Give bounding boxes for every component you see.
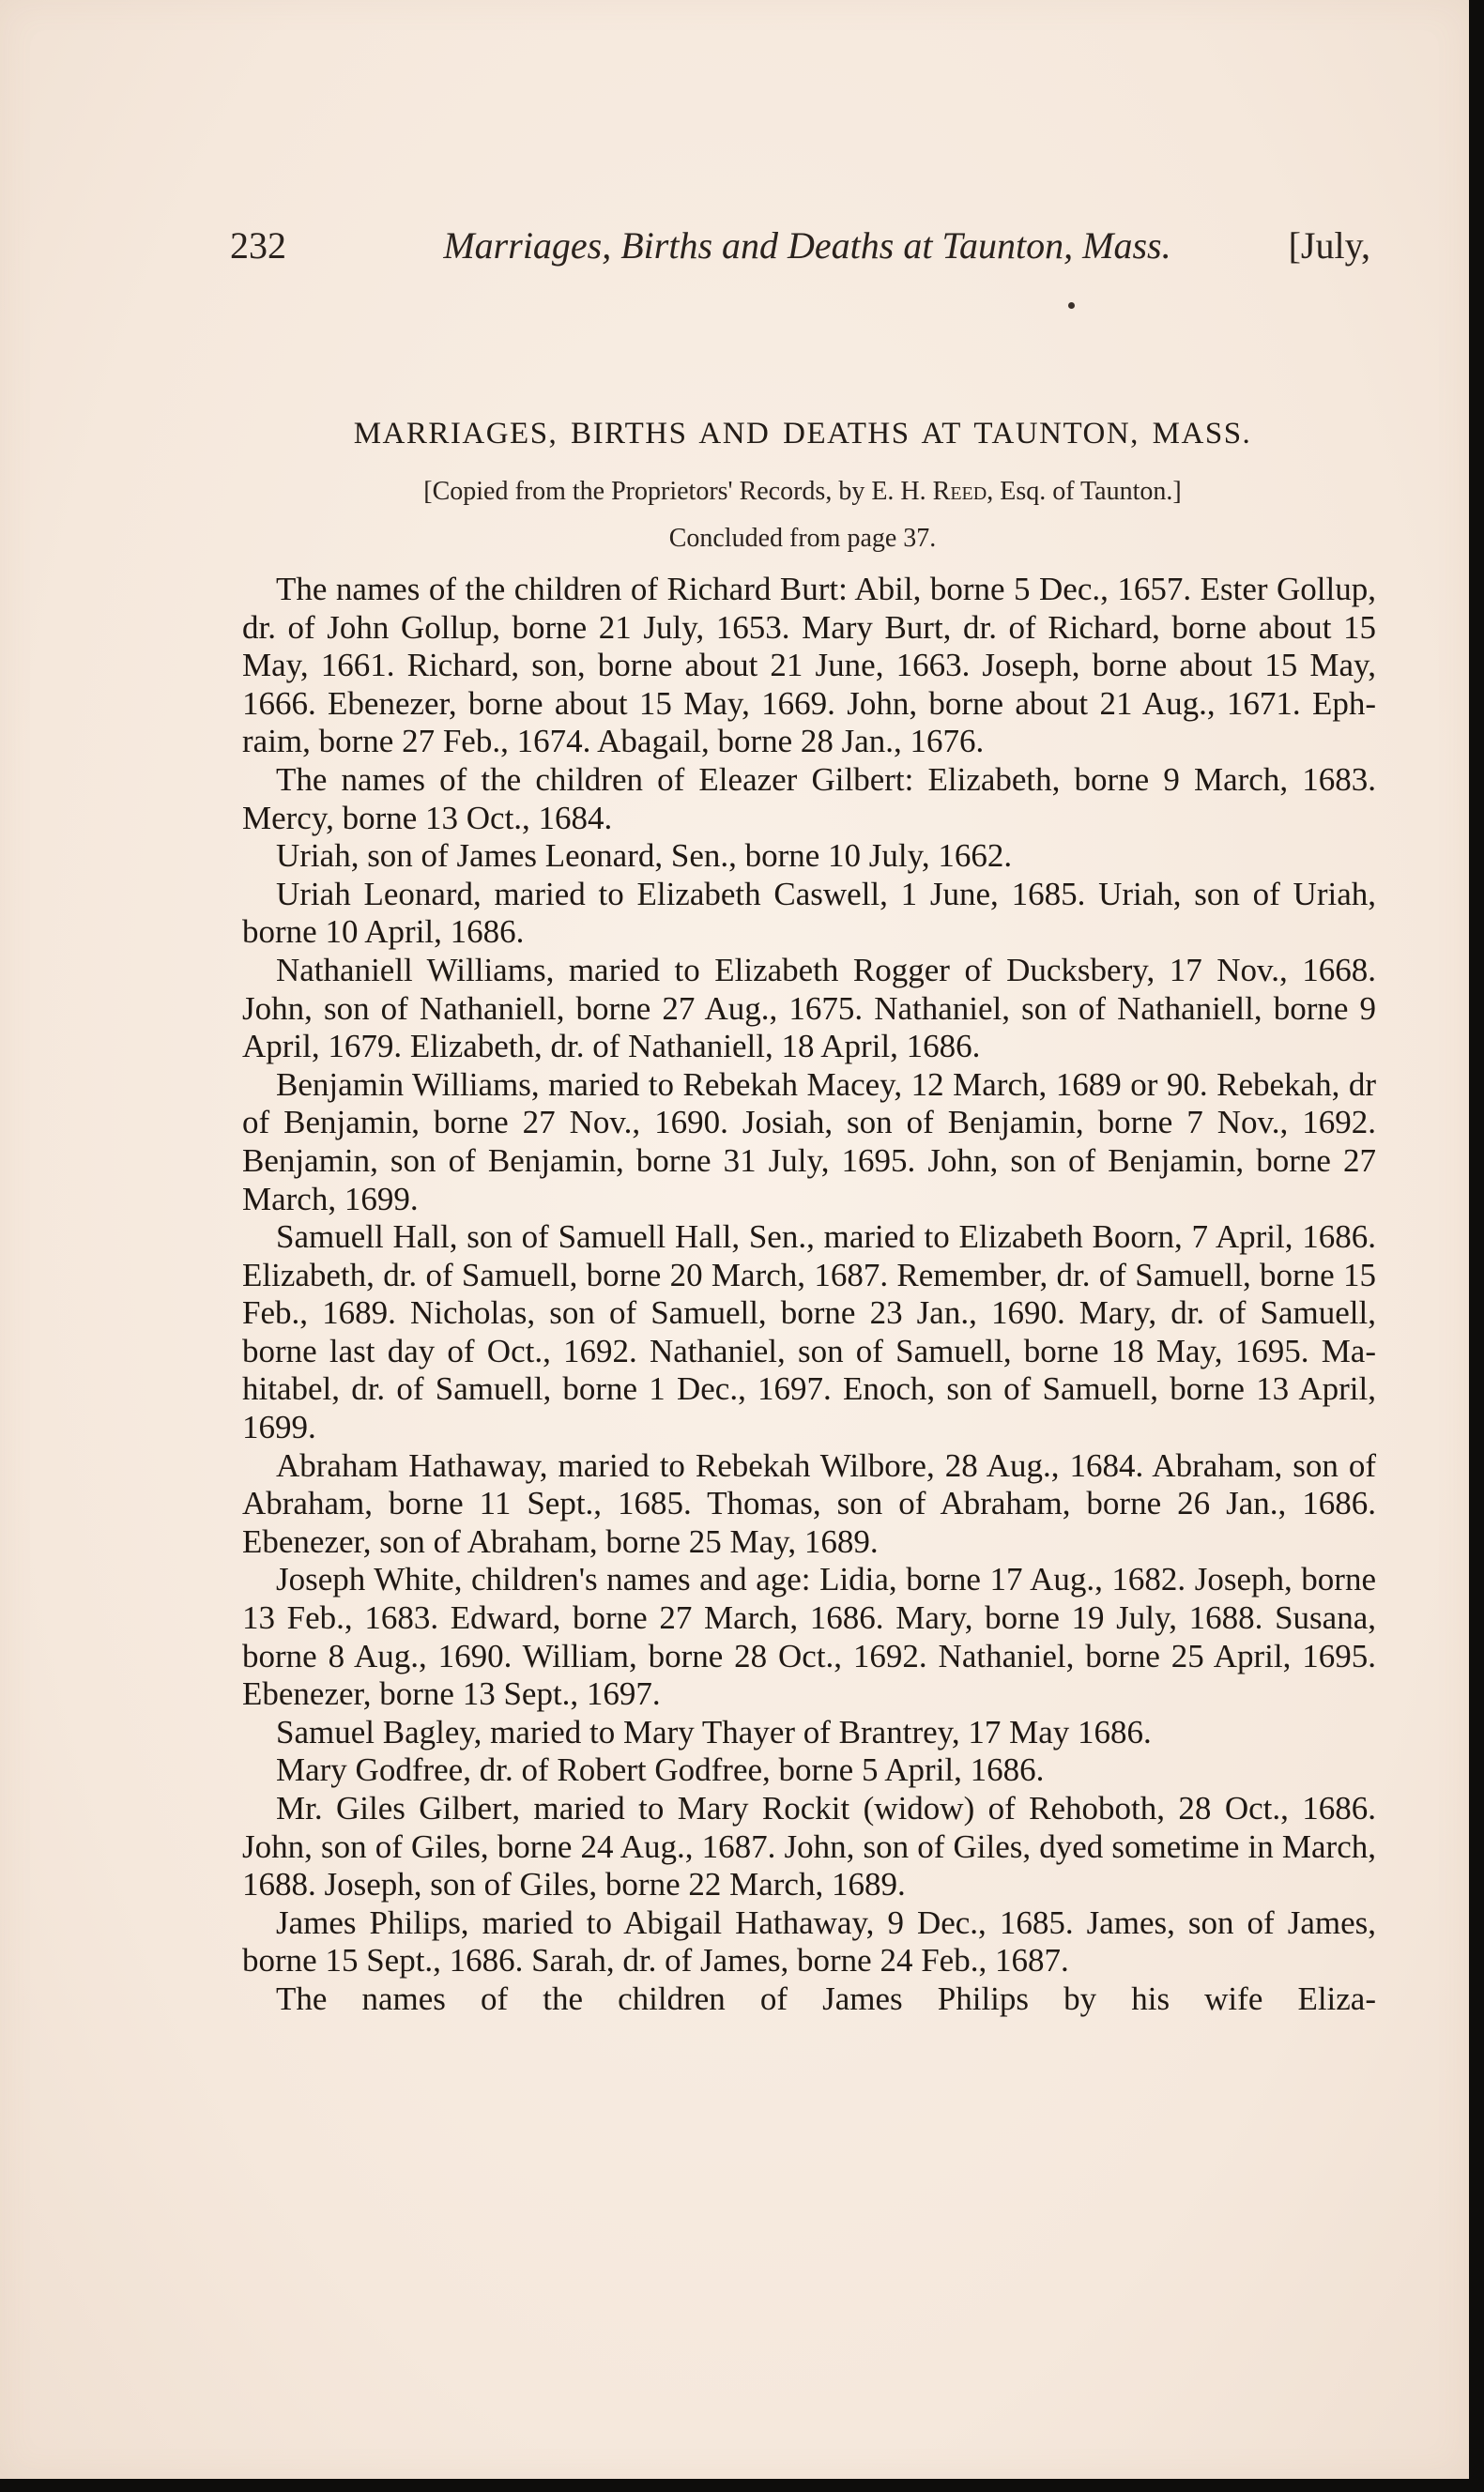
running-head bbox=[230, 223, 1370, 270]
page-number: 232 bbox=[230, 224, 286, 267]
paragraph: The names of the children of Eleazer Gilbert: Elizabeth, borne 9 March, 1683. Mercy, borne 13 Oct., 1684. bbox=[242, 760, 1376, 836]
running-title: Marriages, Births and Deaths at Taunton, Mass. bbox=[443, 224, 1171, 267]
source-note bbox=[244, 477, 1361, 507]
paragraph: Joseph White, children's names and age: Lidia, borne 17 Aug., 1682. Joseph, borne 13 Feb., 1683. Edward, borne 27 March, 1686. Mary, borne 19 July, 1688. Susana, borne 8 Aug., 1690. William, borne 28 Oct., 1692. Nathaniel, borne 25 April, 1695. Ebenezer, borne 13 Sept., 1697. bbox=[242, 1561, 1376, 1713]
paragraph: Abraham Hathaway, maried to Rebekah Wilbore, 28 Aug., 1684. Abraham, son of Abraham, borne 11 Sept., 1685. Thomas, son of Abraham, borne 26 Jan., 1686. Ebenezer, son of Abraham, borne 25 May, 1689. bbox=[242, 1446, 1376, 1560]
paragraph: Nathaniell Williams, maried to Elizabeth Rogger of Ducksbery, 17 Nov., 1668. John, son of Nathaniell, borne 27 Aug., 1675. Nathaniel, son of Nathaniell, borne 9 April, 1679. Elizabeth, dr. of Nathaniell, 18 April, 1686. bbox=[242, 951, 1376, 1065]
date-mark: [July, bbox=[1288, 224, 1370, 267]
ink-dot bbox=[1068, 302, 1075, 309]
paragraph: Samuel Bagley, maried to Mary Thayer of Brantrey, 17 May 1686. bbox=[276, 1713, 1152, 1751]
continuation-note: Concluded from page 37. bbox=[668, 524, 937, 553]
paragraph: Samuell Hall, son of Samuell Hall, Sen., maried to Elizabeth Boorn, 7 April, 1686. Elizabeth, dr. of Samuell, borne 20 March, 1687. Remember, dr. of Samuell, borne 15 Feb., 1689. Nicholas, son of Samuell, borne 23 Jan., 1690. Mary, dr. of Samuell, borne last day of Oct., 1692. Nathaniel, son of Samuell, borne 18 May, 1695. Mahitabel, dr. of Samuell, borne 1 Dec., 1697. Enoch, son of Samuell, borne 13 April, 1699. bbox=[242, 1218, 1376, 1446]
paragraph: The names of the children of James Philips by his wife Eliza- bbox=[276, 1980, 1376, 2017]
paragraph: James Philips, maried to Abigail Hathaway, 9 Dec., 1685. James, son of James, borne 15 Sept., 1686. Sarah, dr. of James, borne 24 Feb., 1687. bbox=[242, 1903, 1376, 1980]
paragraph: Uriah, son of James Leonard, Sen., borne 10 July, 1662. bbox=[276, 837, 1013, 875]
paragraph: Mary Godfree, dr. of Robert Godfree, borne 5 April, 1686. bbox=[276, 1751, 1045, 1789]
article-body bbox=[242, 571, 1376, 2019]
paragraph: The names of the children of Richard Burt: Abil, borne 5 Dec., 1657. Ester Gollup, dr. of John Gollup, borne 21 July, 1653. Mary Burt, dr. of Richard, borne about 15 May, 1661. Richard, son, borne about 21 June, 1663. Joseph, borne about 15 May, 1666. Ebenezer, borne about 15 May, 1669. John, borne about 21 Aug., 1671. Ephraim, borne 27 Feb., 1674. Abagail, borne 28 Jan., 1676. bbox=[242, 571, 1376, 760]
paragraph: Mr. Giles Gilbert, maried to Mary Rockit (widow) of Rehoboth, 28 Oct., 1686. John, son of Giles, borne 24 Aug., 1687. John, son of Giles, dyed sometime in March, 1688. Joseph, son of Giles, borne 22 March, 1689. bbox=[242, 1790, 1376, 1903]
source-note-suffix: , Esq. of Taunton.] bbox=[987, 477, 1182, 506]
paragraph: Uriah Leonard, maried to Elizabeth Caswell, 1 June, 1685. Uriah, son of Uriah, borne 10 April, 1686. bbox=[242, 875, 1376, 951]
article-title: MARRIAGES, BIRTHS AND DEATHS AT TAUNTON, MASS. bbox=[353, 417, 1252, 451]
paragraph: Benjamin Williams, maried to Rebekah Macey, 12 March, 1689 or 90. Rebekah, dr of Benjamin, borne 27 Nov., 1690. Josiah, son of Benjamin, borne 7 Nov., 1692. Benjamin, son of Benjamin, borne 31 July, 1695. John, son of Benjamin, borne 27 March, 1699. bbox=[242, 1065, 1376, 1217]
source-note-prefix: [Copied from the Proprietors' Records, by E. H. bbox=[423, 477, 933, 506]
source-note-name: Reed bbox=[932, 477, 987, 506]
